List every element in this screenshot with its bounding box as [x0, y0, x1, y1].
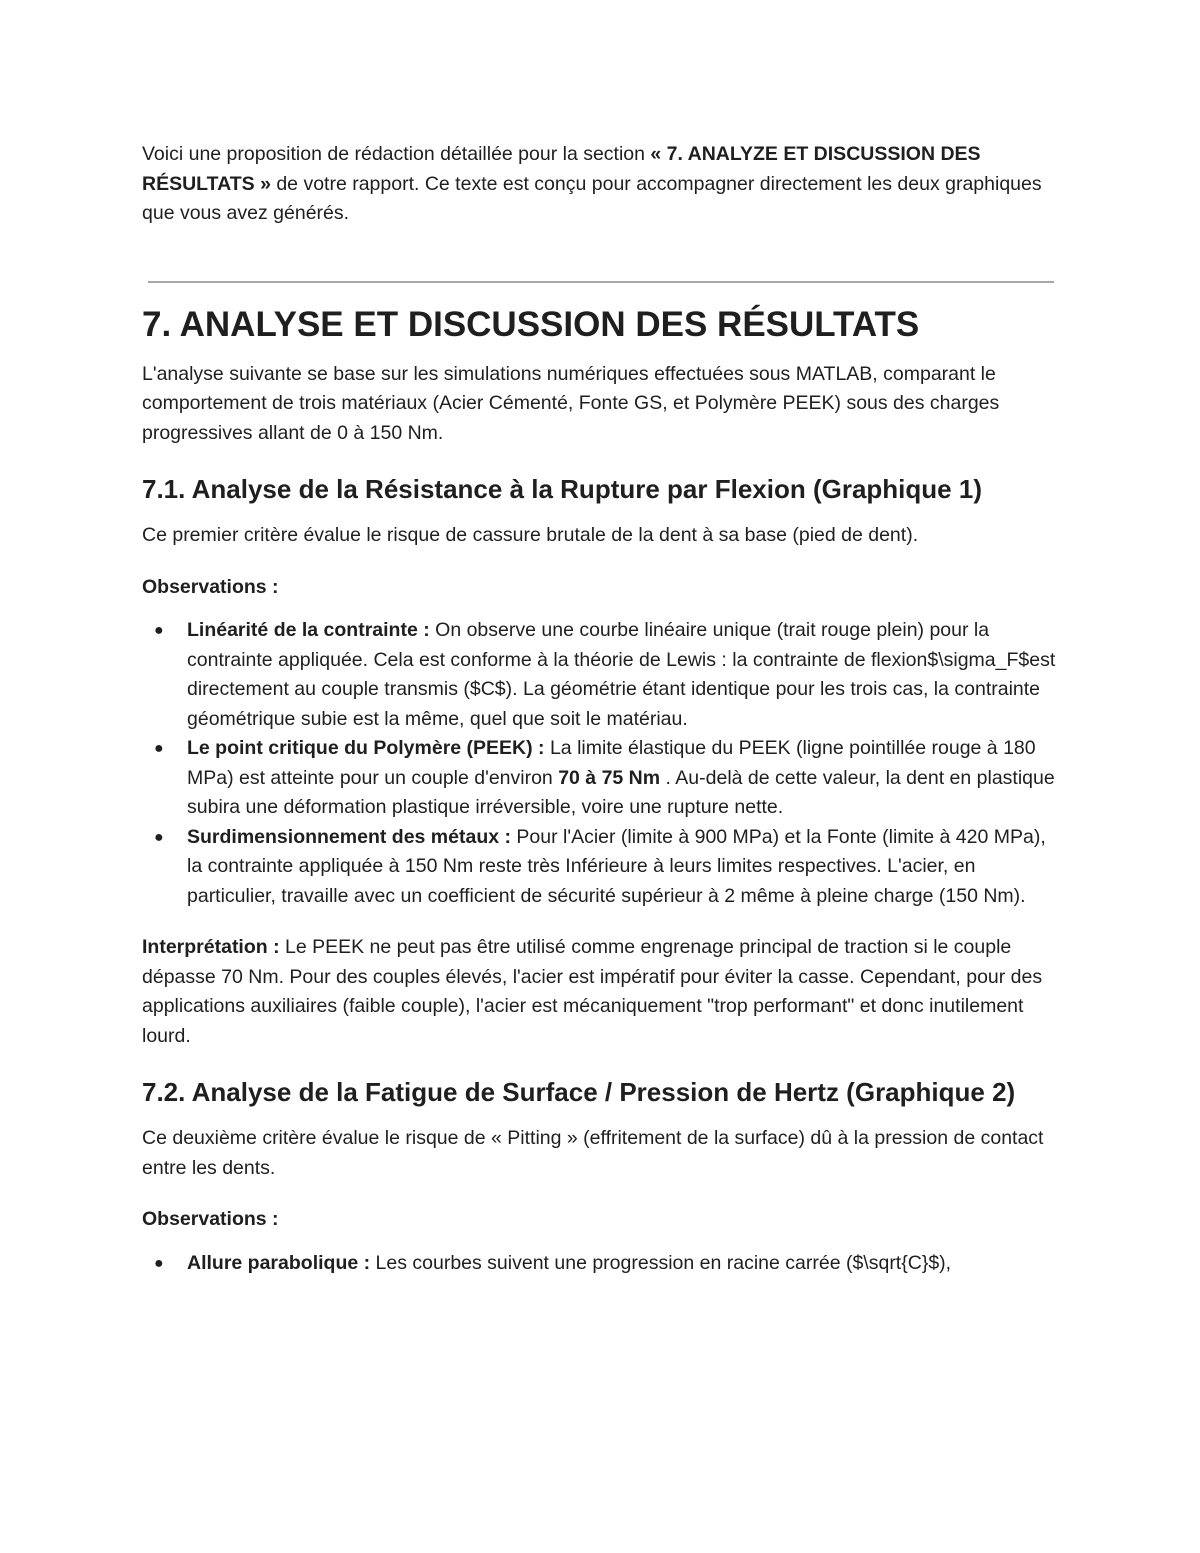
section-lead: L'analyse suivante se base sur les simulations numériques effectuées sous MATLAB, comparant le comportement de trois matériaux (Acier Cémenté, Fonte GS, et Polymère PEEK) sous des charges progressives allant de 0 à 150 Nm.: [142, 362, 1000, 444]
interpretation-paragraph: [142, 933, 1060, 1051]
list-item: [142, 616, 1060, 734]
subsection-2-title: 7.2. Analyse de la Fatigue de Surface / Pression de Hertz (Graphique 2): [142, 1077, 1016, 1107]
bullet-icon: ●: [154, 622, 164, 639]
intro-paragraph: [142, 140, 1060, 229]
subsection-1-lead: Ce premier critère évalue le risque de cassure brutale de la dent à sa base (pied de dent).: [142, 524, 919, 546]
intro-section-ref: « 7. ANALYZE ET DISCUSSION DES RÉSULTATS »: [142, 143, 981, 195]
bullet-icon: ●: [154, 828, 164, 846]
interpretation-label: Interprétation :: [142, 936, 280, 958]
list-item-text-end: . Au-delà de cette valeur, la dent en plastique subira une déformation plastique irréversible, voire une rupture nette.: [187, 766, 1055, 818]
observations-list: [142, 1249, 1060, 1279]
intro-text-end: de votre rapport. Ce texte est conçu pour accompagner directement les deux graphiques que vous avez générés.: [142, 172, 1042, 224]
interpretation-text: Le PEEK ne peut pas être utilisé comme engrenage principal de traction si le couple dépasse 70 Nm. Pour des couples élevés, l'acier est impératif pour éviter la casse. Cependant, pour des applications auxiliaires (faible couple), l'acier est mécaniquement "trop performant" et donc inutilement lourd.: [142, 936, 1043, 1047]
horizontal-divider: [148, 281, 1054, 283]
list-item-emphasis: 70 à 75 Nm: [558, 766, 661, 789]
list-item-text: La limite élastique du PEEK (ligne pointillée rouge à 180 MPa) est atteinte pour un couple d'environ: [187, 737, 1036, 789]
list-item-label: Linéarité de la contrainte :: [187, 619, 430, 641]
bullet-icon: ●: [154, 740, 164, 757]
subsection-1-title: 7.1. Analyse de la Résistance à la Rupture par Flexion (Graphique 1): [142, 474, 982, 504]
list-item: [142, 823, 1060, 912]
bullet-icon: ●: [154, 1254, 164, 1272]
observations-label: Observations :: [142, 1208, 279, 1230]
list-item-label: Allure parabolique :: [187, 1251, 371, 1274]
observations-list: [142, 616, 1060, 911]
list-item-text: Pour l'Acier (limite à 900 MPa) et la Fonte (limite à 420 MPa), la contrainte appliquée à 150 Nm reste très Inférieure à leurs limites respectives. L'acier, en particulier, travaille avec un coefficient de sécurité supérieur à 2 même à pleine charge (150 Nm).: [187, 825, 1046, 907]
list-item-text: On observe une courbe linéaire unique (trait rouge plein) pour la contrainte appliquée. Cela est conforme à la théorie de Lewis : la contrainte de flexion$\sigma_F$est directement au couple transmis ($C$). La géométrie étant identique pour les trois cas, la contrainte géométrique subie est la même, quel que soit le matériau.: [187, 619, 1056, 730]
list-item: [142, 734, 1060, 823]
intro-text: Voici une proposition de rédaction détaillée pour la section: [142, 143, 651, 165]
list-item-text: Les courbes suivent une progression en racine carrée ($\sqrt{C}$),: [370, 1251, 952, 1274]
observations-label: Observations :: [142, 575, 279, 598]
list-item: [142, 1249, 1060, 1279]
list-item-label: Surdimensionnement des métaux :: [187, 825, 511, 848]
subsection-2-lead: Ce deuxième critère évalue le risque de « Pitting » (effritement de la surface) dû à la pression de contact entre les dents.: [142, 1127, 1044, 1179]
document-page: [142, 140, 1060, 1278]
section-title: 7. ANALYSE ET DISCUSSION DES RÉSULTATS: [142, 304, 920, 344]
list-item-label: Le point critique du Polymère (PEEK) :: [187, 737, 545, 759]
